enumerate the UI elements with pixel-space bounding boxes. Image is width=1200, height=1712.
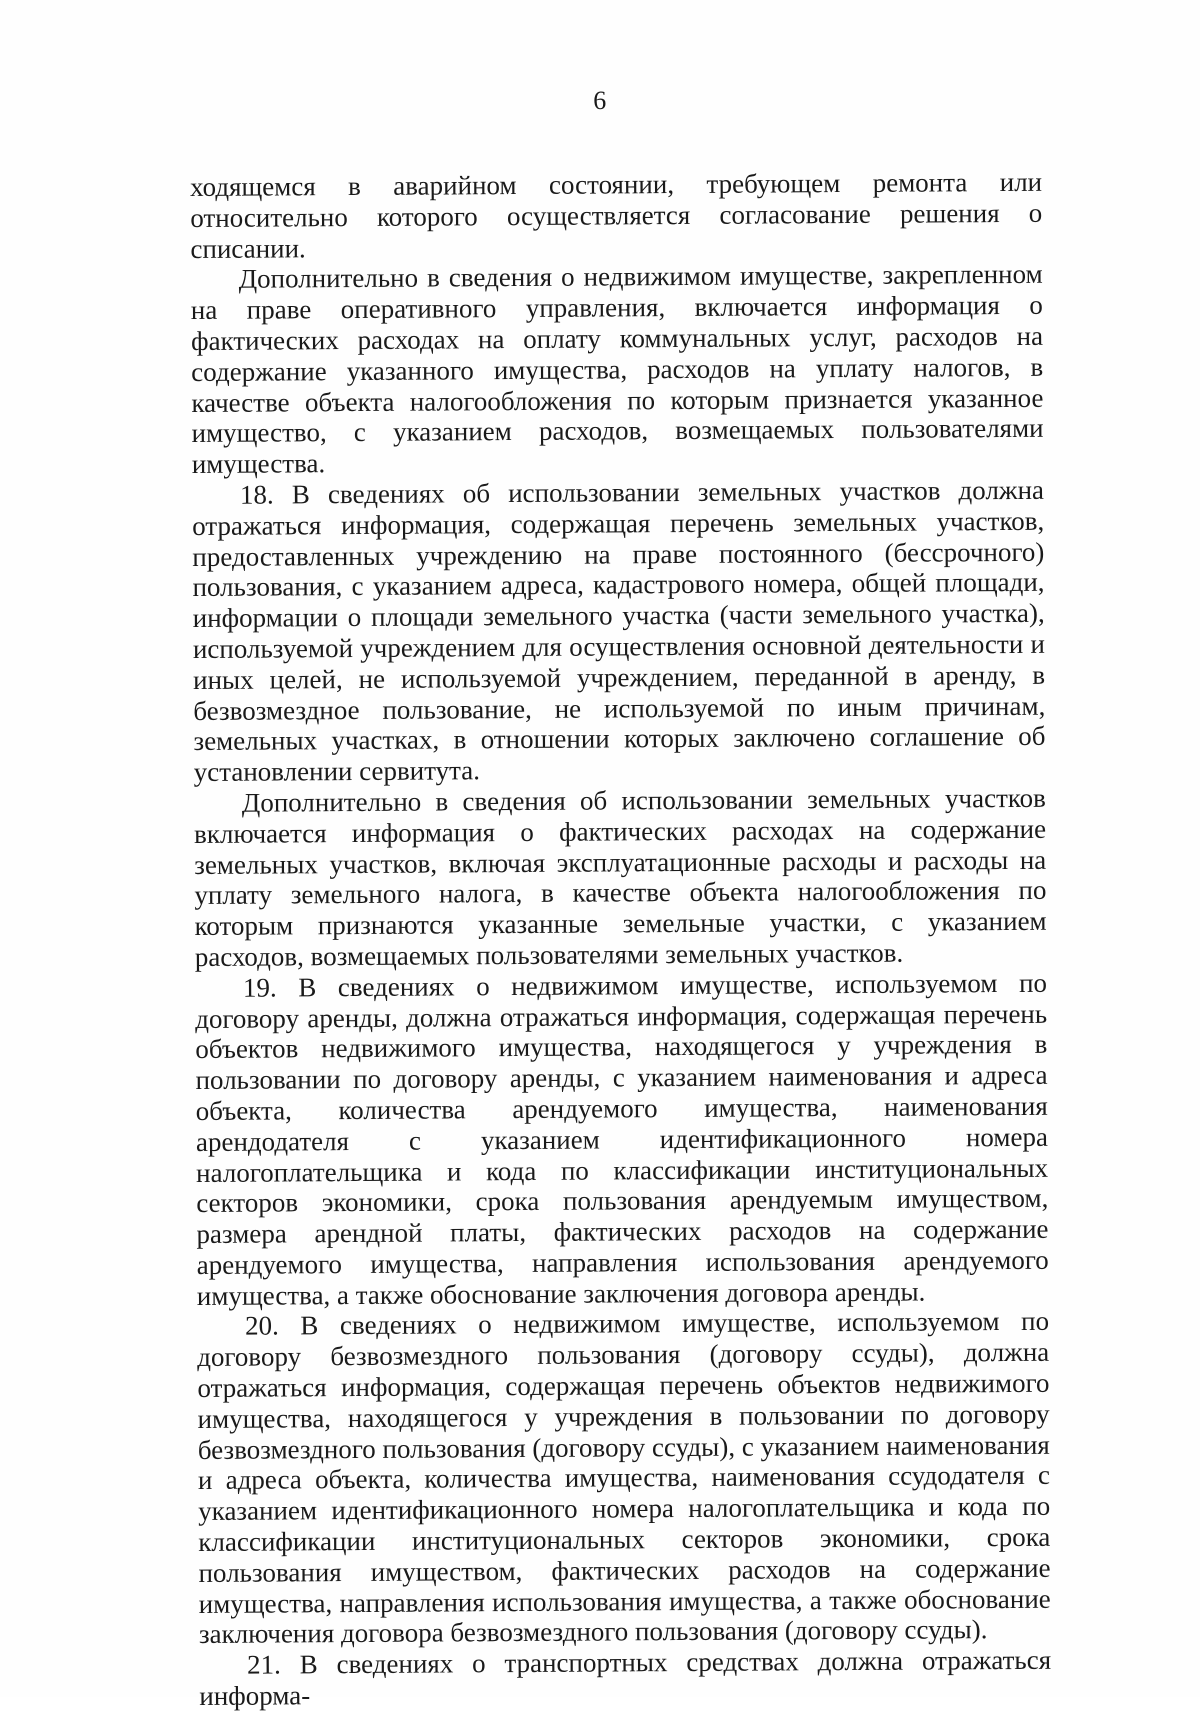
page-number: 6 bbox=[593, 86, 607, 115]
document-body bbox=[190, 167, 1051, 1712]
paragraph-20-free-use-property: 20. В сведениях о недвижимом имуществе, используемом по договору безвозмездного пользования (договору ссуды), должна отражаться информация, содержащая перечень объектов недвижимого имущества, находящегося у учреждения в пользовании по договору безвозмездного пользования (договору ссуды), с указанием наименования и адреса объекта, количества имущества, наименования ссудодателя с указанием идентификационного номера налогоплательщика и кода по классификации институциональных секторов экономики, срока пользования имуществом, фактических расходов на содержание имущества, направления использования имущества, а также обоснование заключения договора безвозмездного пользования (договору ссуды). bbox=[197, 1306, 1051, 1650]
paragraph-21-vehicles: 21. В сведениях о транспортных средствах должна отражаться информа- bbox=[199, 1645, 1052, 1712]
paragraph-18-land-plots: 18. В сведениях об использовании земельных участков должна отражаться информация, содержащая перечень земельных участков, предоставленных учреждению на праве постоянного (бессрочного) пользования, с указанием адреса, кадастрового номера, общей площади, информации о площади земельного участка (части земельного участка), используемой учреждением для осуществления основной деятельности и иных целей, не используемой учреждением, переданной в аренду, в безвозмездное пользование, не используемой по иным причинам, земельных участках, в отношении которых заключено соглашение об установлении сервитута. bbox=[192, 474, 1046, 788]
paragraph-19-lease-property: 19. В сведениях о недвижимом имуществе, используемом по договору аренды, должна отражаться информация, содержащая перечень объектов недвижимого имущества, находящегося у учреждения в пользовании по договору аренды, с указанием наименования и адреса объекта, количества арендуемого имущества, наименования арендодателя с указанием идентификационного номера налогоплательщика и кода по классификации институциональных секторов экономики, срока пользования арендуемым имуществом, размера арендной платы, фактических расходов на содержание арендуемого имущества, направления использования арендуемого имущества, а также обоснование заключения договора аренды. bbox=[195, 967, 1049, 1311]
paragraph-land-plots-expenses: Дополнительно в сведения об использовании земельных участков включается информация о фактических расходах на содержание земельных участков, включая эксплуатационные расходы и расходы на уплату земельного налога, в качестве объекта налогообложения по которым признаются указанные земельные участки, с указанием расходов, возмещаемых пользователями земельных участков. bbox=[193, 782, 1047, 972]
paragraph-continuation: ходящемся в аварийном состоянии, требующем ремонта или относительно которого осуществляется согласование решения о списании. bbox=[190, 166, 1043, 264]
paragraph-operational-management-expenses: Дополнительно в сведения о недвижимом имуществе, закрепленном на праве оперативного управления, включается информация о фактических расходах на оплату коммунальных услуг, расходов на содержание указанного имущества, расходов на уплату налогов, в качестве объекта налогообложения по которым признается указанное имущество, с указанием расходов, возмещаемых пользователями имущества. bbox=[190, 259, 1044, 480]
